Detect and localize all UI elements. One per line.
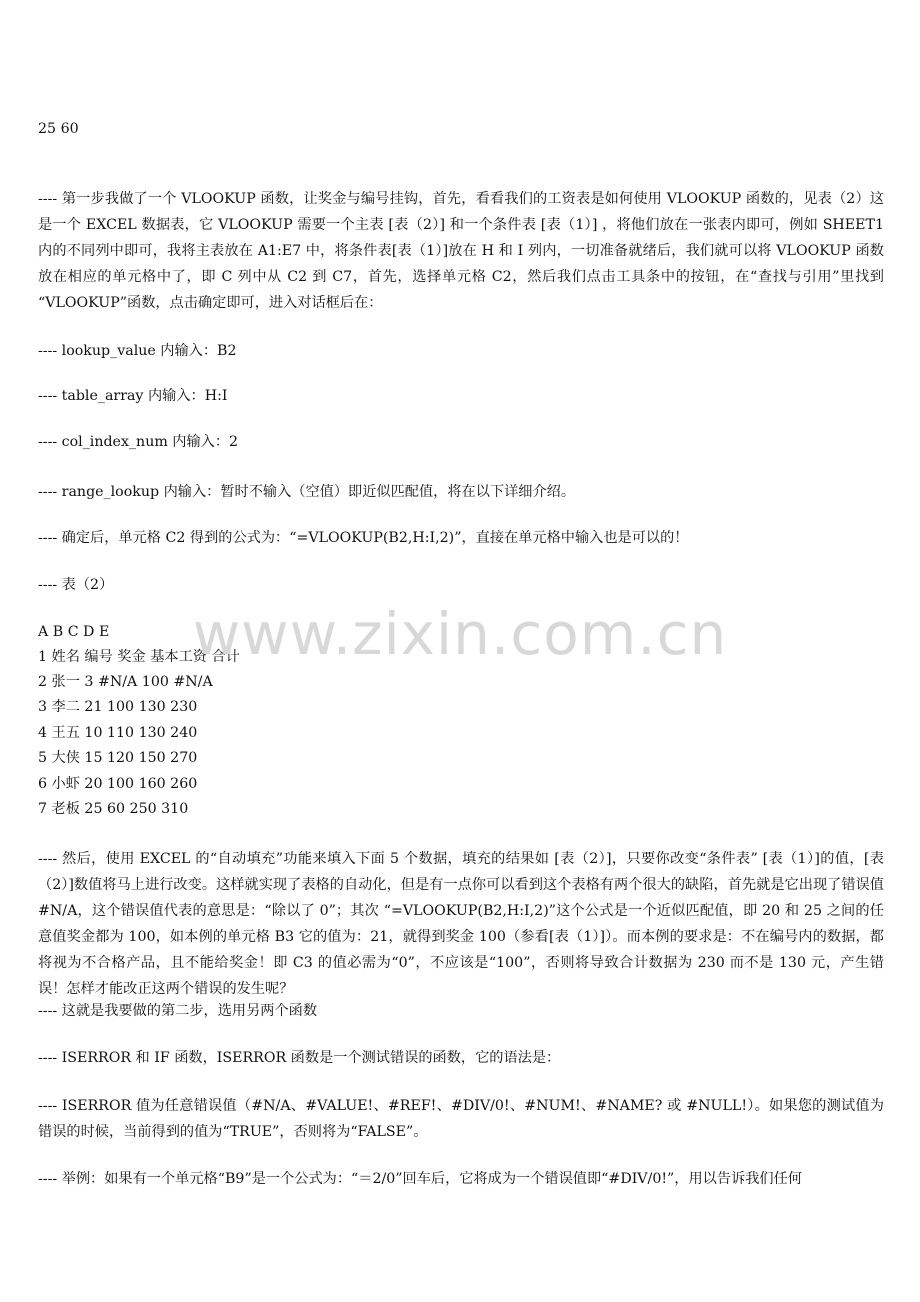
- paragraph-lookup-value: ---- lookup_value 内输入：B2: [38, 343, 237, 359]
- table2-line: 1 姓名 编号 奖金 基本工资 合计: [38, 649, 240, 665]
- paragraph-example: ---- 举例：如果有一个单元格“B9”是一个公式为：“＝2/0”回车后，它将成为一个错误值即“#DIV/0!”，用以告诉我们任何: [38, 1171, 802, 1187]
- table2-line: 4 王五 10 110 130 240: [38, 725, 198, 741]
- header-numbers: 25 60: [38, 121, 79, 137]
- table2-line: 7 老板 25 60 250 310: [38, 801, 189, 817]
- paragraph-step-two: ---- 这就是我要做的第二步，选用另两个函数: [38, 1003, 318, 1019]
- table2-line: 5 大侠 15 120 150 270: [38, 750, 198, 766]
- table2-line: 6 小虾 20 100 160 260: [38, 776, 198, 792]
- paragraph-col-index-num: ---- col_index_num 内输入：2: [38, 434, 239, 450]
- paragraph-formula-result: ---- 确定后，单元格 C2 得到的公式为：“=VLOOKUP(B2,H:I,2)”，直接在单元格中输入也是可以的！: [38, 530, 689, 546]
- paragraph-range-lookup: ---- range_lookup 内输入：暂时不输入（空值）即近似匹配值，将在以下详细介绍。: [38, 484, 576, 500]
- paragraph-autofill: ---- 然后，使用 EXCEL 的“自动填充”功能来填入下面 5 个数据，填充的结果如 [表（2）]，只要你改变“条件表” [表（1）]的值，[表（2）]数值将马上进行改变。这样就实现了表格的自动化，但是有一点你可以看到这个表格有两个很大的缺陷，首先就是它出现了错误值 #N/A，这个错误值代表的意思是：“除以了 0”；其次 “=VLOOKUP(B2,H:I,2)”这个公式是一个近似匹配值，即 20 和 25 之间的任意值奖金都为 100，如本例的单元格 B3 它的值为：21，就得到奖金 100（参看[表（1）]）。而本例的要求是：不在编号内的数据，都将视为不合格产品，且不能给奖金！即 C3 的值必需为“0”，不应该是“100”，否则将导致合计数据为 230 而不是 130 元，产生错误！怎样才能改正这两个错误的发生呢？: [38, 851, 884, 997]
- table2-line: A B C D E: [38, 624, 110, 640]
- paragraph-step-one: ---- 第一步我做了一个 VLOOKUP 函数，让奖金与编号挂钩，首先，看看我们的工资表是如何使用 VLOOKUP 函数的，见表（2）这是一个 EXCEL 数据表，它 VLOOKUP 需要一个主表 [表（2）] 和一个条件表 [表（1）] ，将他们放在一张表内即可，例如 SHEET1 内的不同列中即可，我将主表放在 A1:E7 中，将条件表[表（1）]放在 H 和 I 列内，一切准备就绪后，我们就可以将 VLOOKUP 函数放在相应的单元格中了，即 C 列中从 C2 到 C7，首先，选择单元格 C2，然后我们点击工具条中的按钮，在“查找与引用”里找到 “VLOOKUP”函数，点击确定即可，进入对话框后在：: [38, 191, 884, 311]
- watermark: www.zixin.com.cn: [192, 600, 728, 668]
- table2-line: 2 张一 3 #N/A 100 #N/A: [38, 674, 213, 690]
- table2-line: 3 李二 21 100 130 230: [38, 699, 198, 715]
- paragraph-table2-caption: ---- 表（2）: [38, 577, 114, 593]
- paragraph-iserror-syntax: ---- ISERROR 值为任意错误值（#N/A、#VALUE!、#REF!、#DIV/0!、#NUM!、#NAME? 或 #NULL!）。如果您的测试值为错误的时候，当前得到的值为“TRUE”，否则将为“FALSE”。: [38, 1098, 884, 1140]
- paragraph-iserror-if: ---- ISERROR 和 IF 函数，ISERROR 函数是一个测试错误的函数，它的语法是：: [38, 1050, 561, 1066]
- paragraph-table-array: ---- table_array 内输入：H:I: [38, 388, 228, 404]
